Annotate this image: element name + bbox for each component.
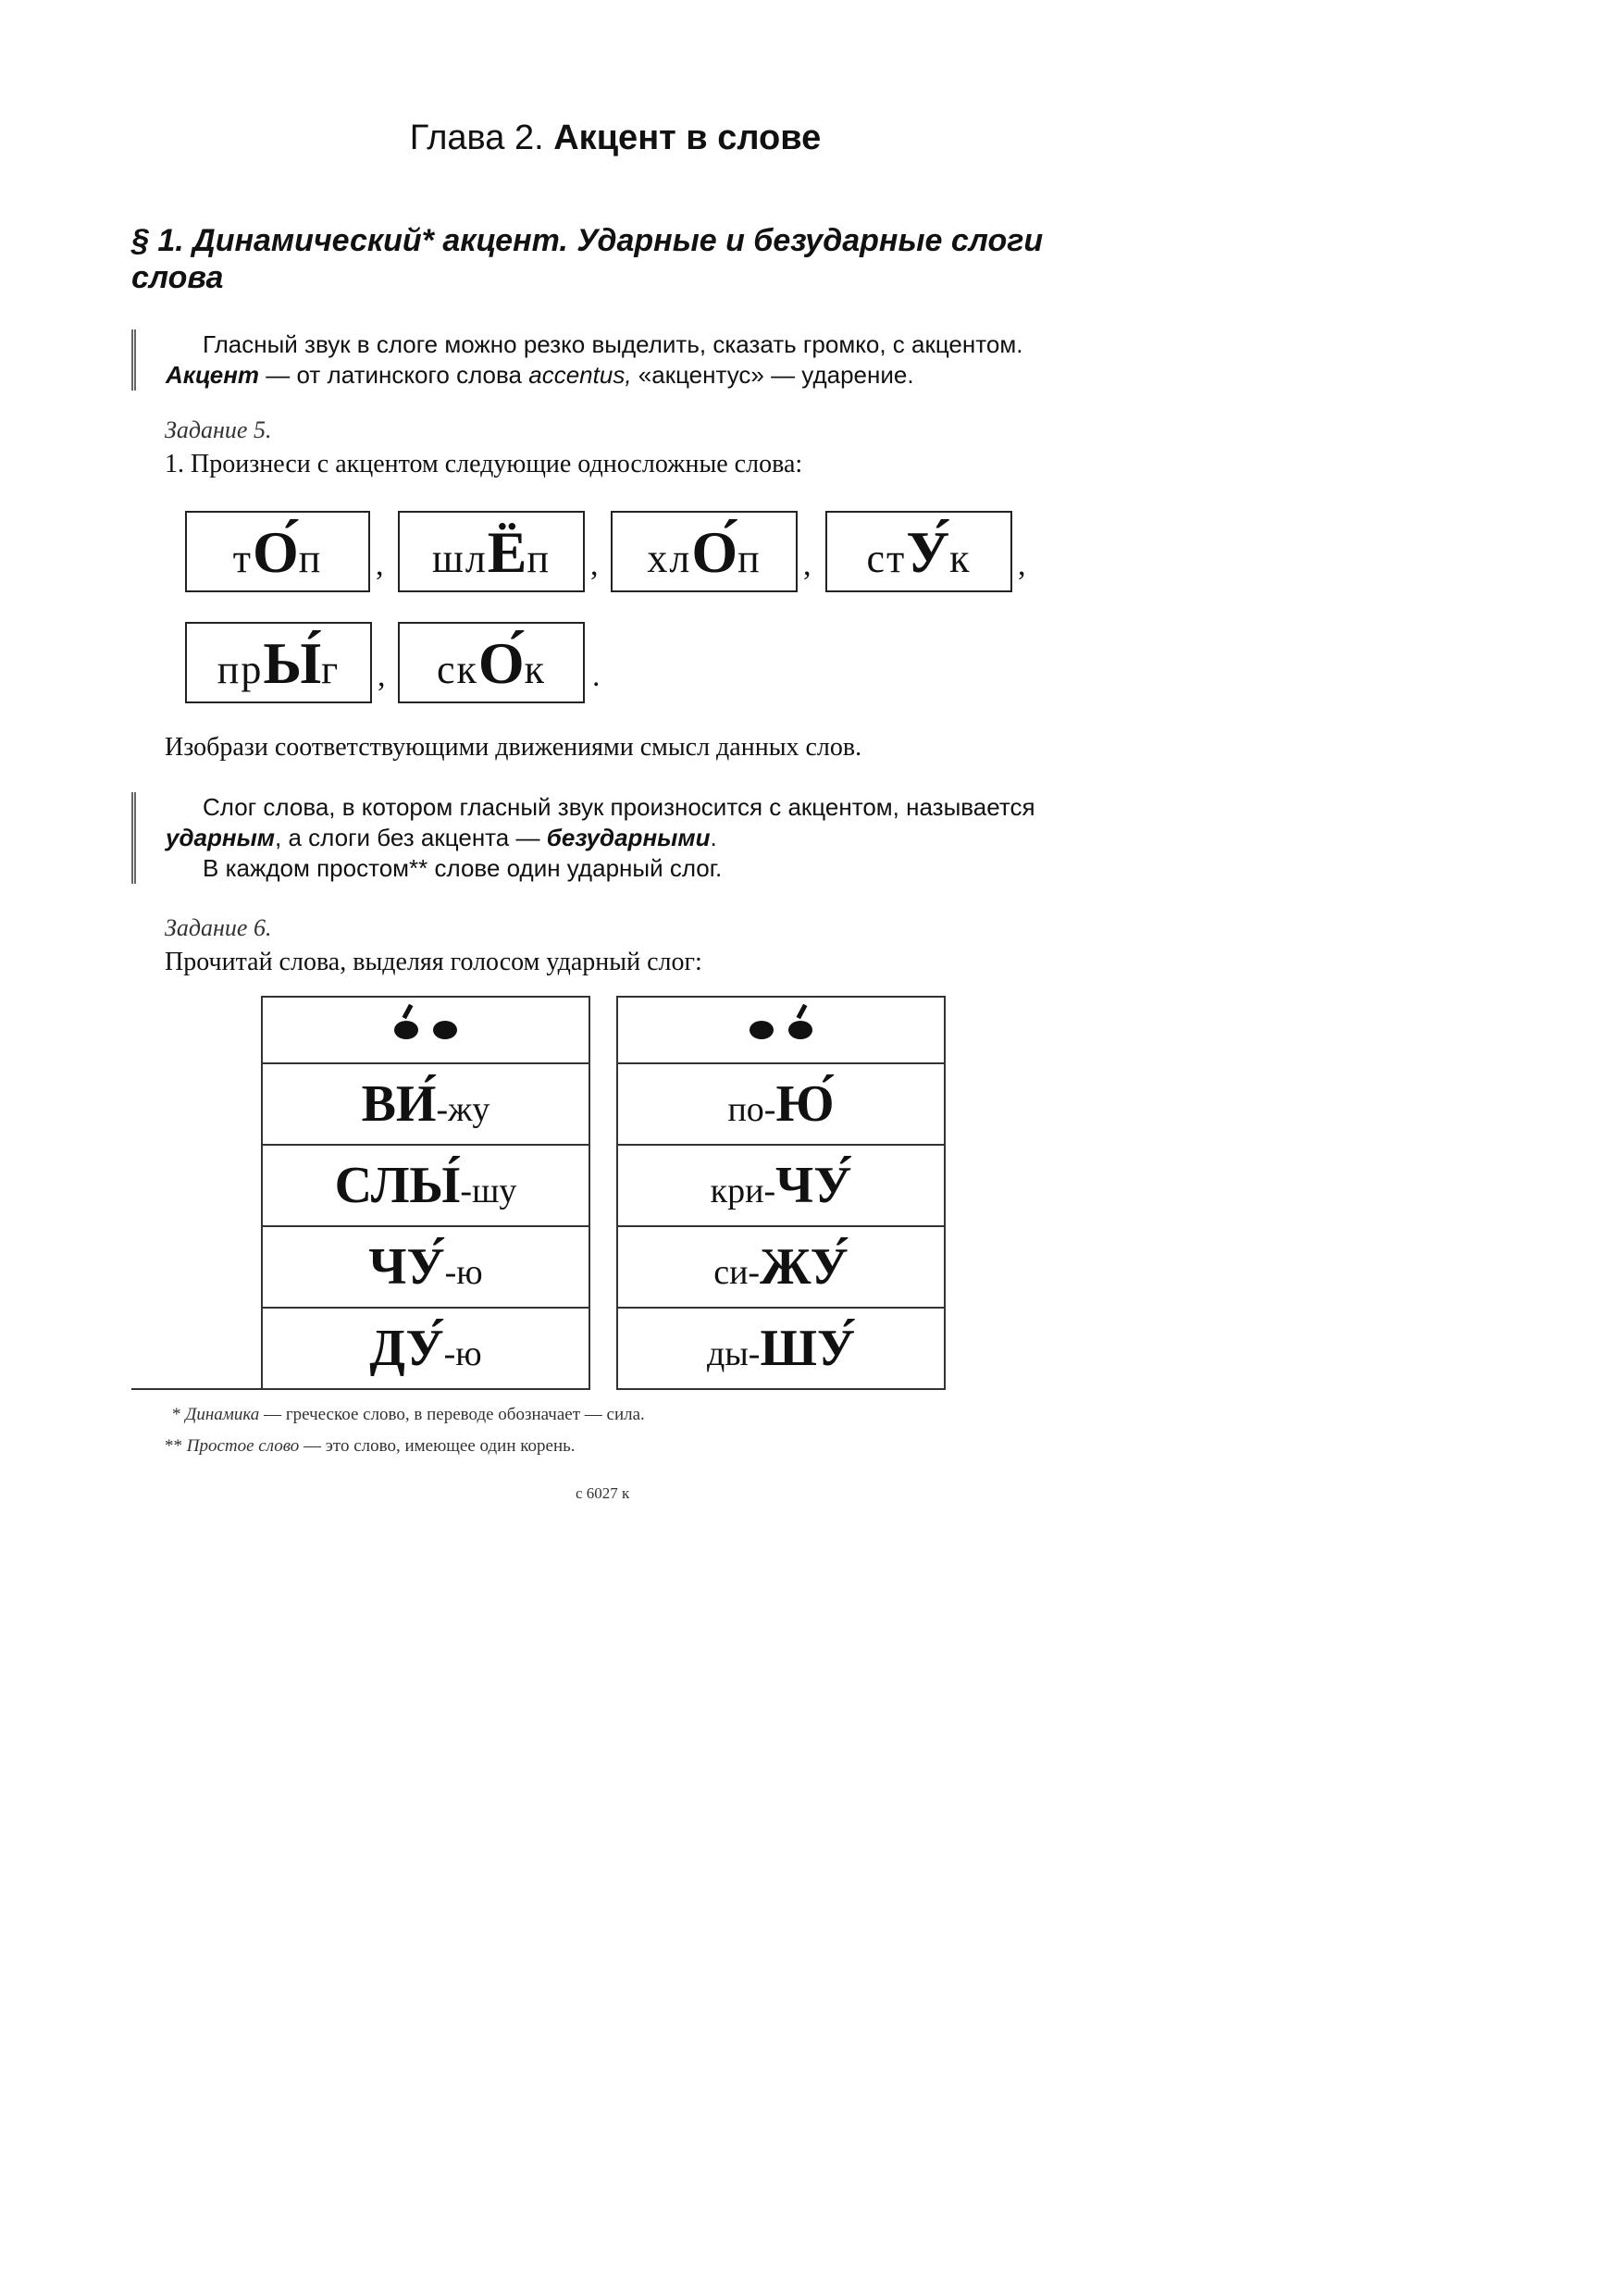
table-row xyxy=(262,1226,589,1308)
footnote-mark: * xyxy=(172,1405,181,1424)
word-box xyxy=(185,622,372,703)
footnote-term: Простое слово xyxy=(186,1436,300,1456)
footnote-term: Динамика xyxy=(185,1405,260,1424)
rule-line xyxy=(166,360,1128,391)
stressed-syllable: ЖУ́ xyxy=(760,1238,849,1296)
rule-box-stress xyxy=(131,792,1128,884)
word-letters: хл xyxy=(647,536,692,581)
rule-text: . xyxy=(710,824,717,851)
footnote-divider xyxy=(131,1388,296,1390)
rule-paragraph xyxy=(166,792,1128,853)
word-letters: пр xyxy=(217,647,264,692)
word-letters: п xyxy=(298,536,323,581)
syllable-table-left xyxy=(261,996,590,1390)
stressed-syllable: ДУ́ xyxy=(369,1320,444,1377)
separator: , xyxy=(590,548,599,582)
footnote xyxy=(165,1436,576,1457)
rule-line: В каждом простом** слове один ударный слог. xyxy=(203,854,723,882)
stressed-dot-icon xyxy=(394,1021,418,1039)
print-signature: с 6027 к xyxy=(576,1484,630,1502)
word-box xyxy=(825,511,1012,592)
word-box xyxy=(398,511,585,592)
stressed-vowel: У́ xyxy=(906,519,950,585)
chapter-prefix: Глава 2. xyxy=(409,118,544,157)
footnote xyxy=(172,1405,645,1425)
task-6-label: Задание 6. xyxy=(165,914,272,941)
word-letters: п xyxy=(527,536,551,581)
chapter-name: Акцент в слове xyxy=(553,118,822,157)
term-stressed: ударным xyxy=(166,824,276,851)
stressed-syllable: ЧУ́ xyxy=(368,1238,445,1296)
stressed-vowel: Ы́ xyxy=(263,630,322,696)
task-6-instruction: Прочитай слова, выделяя голосом ударный слог: xyxy=(165,948,702,976)
table-row xyxy=(617,1063,945,1145)
rule-text: , а слоги без акцента — xyxy=(275,824,540,851)
table-row xyxy=(262,1063,589,1145)
stress-pattern-header xyxy=(262,997,589,1063)
footnote-mark: ** xyxy=(165,1436,182,1456)
unstressed-syllable: ды- xyxy=(706,1334,761,1373)
word-letters: шл xyxy=(431,536,488,581)
rule-text: — от латинского слова xyxy=(266,361,523,389)
word-letters: п xyxy=(737,536,762,581)
stress-pattern-header xyxy=(617,997,945,1063)
unstressed-syllable: -шу xyxy=(460,1172,517,1210)
word-letters: т xyxy=(232,536,253,581)
term-accent: Акцент xyxy=(166,361,260,389)
table-row xyxy=(617,1308,945,1389)
stressed-syllable: ШУ́ xyxy=(760,1320,856,1377)
separator: , xyxy=(376,548,384,582)
rule-line: Гласный звук в слоге можно резко выделить, сказать громко, с акцентом. xyxy=(203,330,1023,358)
stressed-vowel: О́ xyxy=(252,519,299,585)
syllable-table-right xyxy=(616,996,946,1390)
footnote-text: — это слово, имеющее один корень. xyxy=(304,1436,576,1456)
stressed-syllable: ВИ́ xyxy=(361,1075,437,1133)
unstressed-syllable: по- xyxy=(727,1090,776,1129)
stressed-vowel: О́ xyxy=(477,630,525,696)
separator: , xyxy=(1018,548,1026,582)
section-title: § 1. Динамический* акцент. Ударные и безударные слоги слова xyxy=(131,223,1044,295)
stressed-vowel: О́ xyxy=(691,519,738,585)
word-box xyxy=(398,622,585,703)
unstressed-syllable: -ю xyxy=(444,1253,483,1292)
chapter-title xyxy=(0,118,1231,158)
unstressed-syllable: -жу xyxy=(436,1090,490,1129)
word-box xyxy=(611,511,798,592)
word-letters: к xyxy=(949,536,972,581)
table-row xyxy=(262,1145,589,1226)
rule-text: Слог слова, в котором гласный звук произносится с акцентом, называется xyxy=(203,793,1035,821)
word-box xyxy=(185,511,370,592)
unstressed-syllable: -ю xyxy=(443,1334,482,1373)
separator: , xyxy=(803,548,812,582)
unstressed-syllable: си- xyxy=(713,1253,761,1292)
word-letters: ск xyxy=(436,647,478,692)
word-letters: ст xyxy=(866,536,907,581)
unstressed-dot-icon xyxy=(750,1021,774,1039)
table-row xyxy=(617,1145,945,1226)
latin-word: accentus, xyxy=(528,361,632,389)
table-row xyxy=(617,1226,945,1308)
stressed-dot-icon xyxy=(788,1021,812,1039)
table-row xyxy=(262,1308,589,1389)
rule-text: «акцентус» — ударение. xyxy=(638,361,914,389)
task-5-label: Задание 5. xyxy=(165,416,272,443)
footnote-text: — греческое слово, в переводе обозначает — сила. xyxy=(264,1405,645,1424)
task-5-after: Изобрази соответствующими движениями смысл данных слов. xyxy=(165,733,862,762)
task-5-instruction: 1. Произнеси с акцентом следующие односложные слова: xyxy=(165,450,803,478)
rule-box-accent xyxy=(131,329,1128,391)
term-unstressed: безударными xyxy=(546,824,711,851)
word-letters: к xyxy=(524,647,547,692)
stressed-vowel: Ё xyxy=(487,519,527,585)
word-letters: г xyxy=(321,647,341,692)
stressed-syllable: ЧУ́ xyxy=(775,1157,852,1214)
stressed-syllable: СЛЫ́ xyxy=(334,1157,461,1214)
separator: , xyxy=(378,659,386,693)
unstressed-syllable: кри- xyxy=(710,1172,776,1210)
unstressed-dot-icon xyxy=(433,1021,457,1039)
separator: . xyxy=(592,659,601,693)
stressed-syllable: Ю́ xyxy=(775,1075,835,1133)
